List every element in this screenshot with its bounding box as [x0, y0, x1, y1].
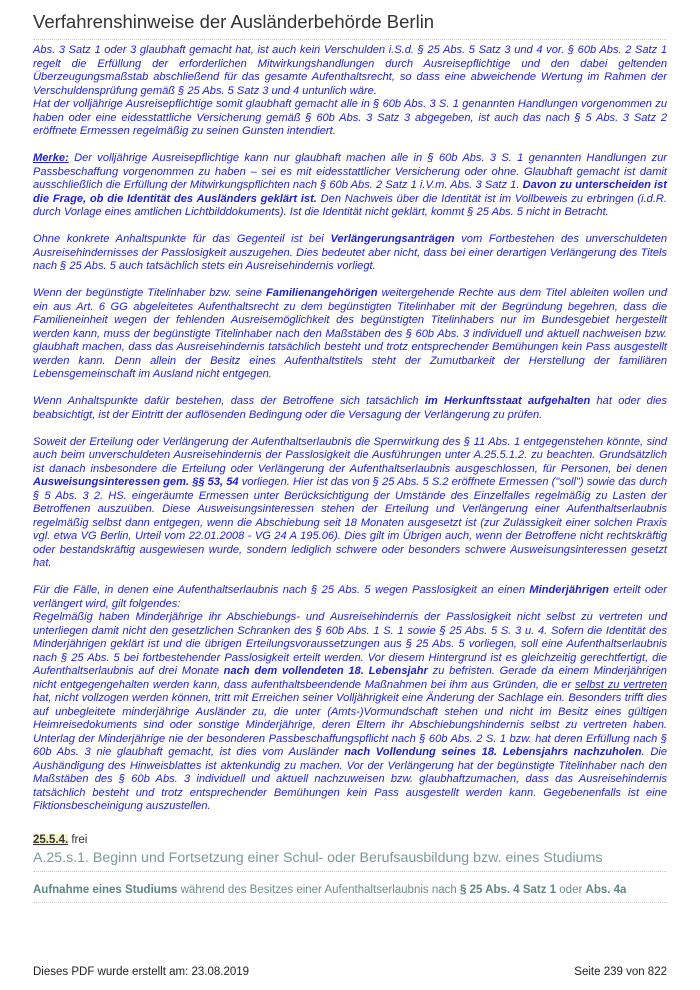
page-number: Seite 239 von 822 [574, 966, 667, 978]
paragraph: Abs. 3 Satz 1 oder 3 glaubhaft gemacht hat, ist auch kein Verschulden i.S.d. § 25 Abs. 5 Satz 3 und 4 vor. § 60b Abs. 2 Satz 1 regelt die Erfüllung der erforderlichen Mitwirkungshandlungen durch Ausreisepflichtige und den dabei geltenden Überzeugungsmaßstab abschließend für das gesamte Aufenthaltsrecht, so dass eine abweichende Wertung im Rahmen der Verschuldensprüfung gemäß § 25 Abs. 5 Satz 3 und 4 untunlich wäre. [33, 44, 667, 97]
bold-span: nach Vollendung seines 18. Lebensjahrs nachzuholen [344, 746, 642, 758]
bold-span: Aufnahme eines Studiums [33, 883, 178, 896]
bold-span: Verlängerungsanträgen [330, 233, 455, 245]
bold-span: Minderjährigen [529, 584, 609, 596]
text-span: hat oder dies beabsichtigt, ist der Eintritt der auflösenden Bedingung oder die Versagung der Verlängerung zu prüfen. [33, 395, 668, 421]
section-number-link[interactable]: 25.5.4. [33, 833, 69, 846]
section-status: frei [68, 833, 88, 846]
bold-span: § 25 Abs. 4 Satz 1 [460, 883, 557, 896]
paragraph: Hat der volljährige Ausreisepflichtige somit glaubhaft gemacht alle in § 60b Abs. 3 S. 1 genannten Handlungen vorgenommen zu haben oder eine eidesstattliche Versicherung gemäß § 60b Abs. 3 Satz 3 abgegeben, ist auch das nach § 5 Abs. 3 Satz 2 eröffnete Ermessen regelmäßig zu seinen Gunsten intendiert. [33, 98, 667, 137]
bold-span: Davon zu unterscheiden ist die Frage, ob die Identität des Ausländers geklärt ist. [33, 179, 667, 205]
document-page [33, 0, 667, 903]
text-span: vorliegen. Hier ist das von § 25 Abs. 5 S.2 eröffnete Ermessen ("soll") sowie das durch § 5 Abs. 3 2. HS. eingeräumte Ermessen unter Berücksichtigung der Umstände des Einzelfalles regelmäßig zu Lasten der Betroffenen auszuüben. Diese Ausweisungsinteressen stehen der Erteilung und Verlängerung einer Aufenthaltserlaubnis regelmäßig selbst dann entgegen, wenn die Abschiebung seit 18 Monaten ausgesetzt ist (zur Zulässigkeit einer solchen Praxis vgl. etwa VG Berlin, Urteil vom 22.01.2008 - VG 24 A 195.06). Dies gilt im Übrigen auch, wenn der Betroffene nicht rechtskräftig oder bestandskräftig ausgewiesen wurde, sondern lediglich schwere oder besonders schwere Ausweisungsinteressen gesetzt hat. [33, 476, 667, 569]
page-title: Verfahrenshinweise der Ausländerbehörde Berlin [33, 11, 667, 40]
text-span: . Die Aushändigung des Hinweisblattes ist aktenkundig zu machen. Vor der Verlängerung hat der begünstigte Titelinhaber nach den Maßstäben des § 60b Abs. 3 individuell und aktuell nachzuweisen bzw. glaubhaftzumachen, dass das Ausreisehindernis tatsächlich besteht und trotz entsprechender Bemühungen kein Pass ausgestellt werden kann. Gegebenenfalls ist eine Fiktionsbescheinigung auszustellen. [33, 746, 667, 812]
paragraph [33, 395, 667, 422]
bold-span: im Herkunftsstaat aufgehalten [424, 395, 591, 407]
merke-label: Merke: [33, 152, 69, 164]
section-number-line [33, 834, 667, 846]
creation-date: Dieses PDF wurde erstellt am: 23.08.2019 [33, 966, 250, 978]
text-span: Ohne konkrete Anhaltspunkte für das Gegenteil ist bei [33, 233, 331, 245]
text-span: zu befristen. Gerade da einem Minderjährigen nicht entgegengehalten werden kann, dass aufenthaltsbeendende Maßnahmen bei ihm aus Gründen, die er [33, 665, 667, 691]
text-span: vom Fortbestehen des unverschuldeten Ausreisehindernisses der Passlosigkeit auszugehen. Dies bedeutet aber nicht, dass bei einer derartigen Verlängerung des Titels nach § 25 Abs. 5 auch tatsächlich stets ein Ausreisehindernis vorliegt. [33, 233, 667, 272]
bold-span: Abs. 4a [585, 883, 627, 896]
paragraph [33, 436, 667, 571]
text-span: während des Besitzes einer Aufenthaltserlaubnis nach [177, 883, 460, 896]
note-line [33, 884, 667, 903]
paragraph [33, 611, 667, 814]
page-footer [33, 966, 667, 978]
text-span: Regelmäßig haben Minderjährige ihr Abschiebungs- und Ausreisehindernis der Passlosigkeit nicht selbst zu vertreten und unterliegen damit nicht den gesetzlichen Schranken des § 60b Abs. 1 S. 1 sowie § 25 Abs. 5 S. 3 u. 4. Sofern die Identität des Minderjährigen geklärt ist und die übrigen Erteilungsvoraussetzungen aus § 25 Abs. 5 vorliegen, soll eine Aufenthaltserlaubnis nach § 25 Abs. 5 bei fortbestehender Passlosigkeit erteilt werden. Vor diesem Hintergrund ist es gleichzeitig gerechtfertigt, die Aufenthaltserlaubnis auf drei Monate [33, 611, 667, 677]
paragraph [33, 287, 667, 382]
text-span: oder [556, 883, 586, 896]
text-span: weitergehende Rechte aus dem Titel ableiten wollen und ein aus Art. 6 GG abgeleitetes Aufenthaltsrecht zu dem begünstigten Titelinhaber mit der Begründung begehren, dass die Familieneinheit wegen der fehlenden Ausreisemöglichkeit des begünstigten Titelinhabers nur im Bundesgebiet hergestellt werden kann, muss der begünstigte Titelinhaber nach den Maßstäben des § 60b Abs. 3 individuell und aktuell nachweisen bzw. glaubhaft machen, dass das Ausreisehindernis tatsächlich besteht und trotz entsprechender Bemühungen kein Pass ausgestellt werden kann. Denn allein der Besitz eines Aufenthaltstitels steht der Zumutbarkeit der Herstellung der familiären Lebensgemeinschaft im Ausland nicht entgegen. [33, 287, 667, 380]
text-span: Wenn Anhaltspunkte dafür bestehen, dass der Betroffene sich tatsächlich [33, 395, 425, 407]
paragraph-merke [33, 152, 667, 220]
text-span: Soweit der Erteilung oder Verlängerung der Aufenthaltserlaubnis die Sperrwirkung des § 11 Abs. 1 entgegenstehen könnte, sind auch beim unverschuldeten Ausreisehindernis der Passlosigkeit die Ausführungen unter A.25.5.1.2. zu beachten. Grundsätzlich ist danach insbesondere die Erteilung oder Verlängerung der Aufenthaltserlaubnis ausgeschlossen, für Personen, bei denen [33, 435, 667, 475]
bold-span: Familienangehörigen [266, 287, 378, 299]
text-span: erteilt oder verlängert wird, gilt folgendes: [33, 584, 667, 610]
text-span: Den Nachweis über die Identität ist im Vollbeweis zu erbringen (i.d.R. durch Vorlage eines amtlichen Lichtbilddokuments). Ist die Identität nicht geklärt, kommt § 25 Abs. 5 nicht in Betracht. [33, 192, 668, 218]
text-span: Für die Fälle, in denen eine Aufenthaltserlaubnis nach § 25 Abs. 5 wegen Passlosigkeit an einen [33, 584, 530, 596]
section-subheading: A.25.s.1. Beginn und Fortsetzung einer Schul- oder Berufsausbildung bzw. eines Studiums [33, 850, 667, 872]
bold-span: Ausweisungsinteressen gem. §§ 53, 54 [33, 476, 239, 488]
underlined-span: selbst zu vertreten [574, 678, 668, 691]
paragraph [33, 233, 667, 274]
bold-span: nach dem vollendeten 18. Lebensjahr [223, 665, 428, 677]
document-body [33, 44, 667, 814]
paragraph [33, 584, 667, 611]
text-span: hat, nicht vollzogen werden können, tritt mit Erreichen seiner Volljährigkeit eine Änderung der Sachlage ein. Besonders trifft dies auf unbegleitete minderjährige Ausländer zu, die unter (Amts-)Vormundschaft stehen und nicht im Besitz eines gültigen Heimreisedokuments sind oder sonstige Minderjährige, deren Eltern ihr Abschiebungshindernis selbst zu vertreten haben. Unterlag der Minderjährige nie der besonderen Passbeschaffungspflicht nach § 60b Abs. 2 S. 1 bzw. hat deren Erfüllung nach § 60b Abs. 3 nie glaubhaft gemacht, ist dies vom Ausländer [33, 692, 667, 758]
text-span: Der volljährige Ausreisepflichtige kann nur glaubhaft machen alle in § 60b Abs. 3 S. 1 genannten Handlungen zur Passbeschaffung vorgenommen zu haben – sei es mit eidesstattlicher Versicherung oder ohne. Glaubhaft gemacht ist damit ausschließlich die Erfüllung der Mitwirkungspflichten nach § 60b Abs. 2 Satz 1 i.V.m. Abs. 3 Satz 1. [33, 152, 667, 191]
text-span: Wenn der begünstigte Titelinhaber bzw. seine [33, 287, 267, 299]
